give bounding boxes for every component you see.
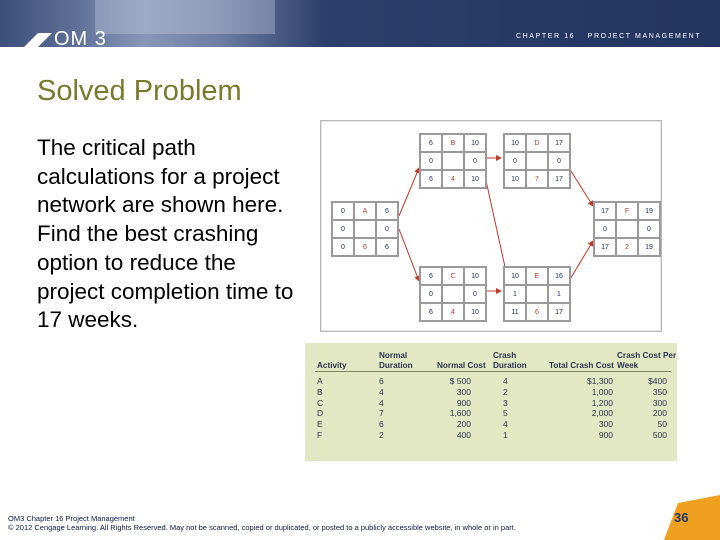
node-f: 17 F 19 0 0 17 2 19 [593, 201, 661, 257]
logo-text: OM 3 [54, 27, 107, 47]
section-label: PROJECT MANAGEMENT [587, 33, 702, 40]
chapter-label: CHAPTER 16 [516, 33, 576, 40]
header-crash-cost-per-week: Crash Cost Per Week [617, 351, 677, 370]
om3-logo [22, 28, 107, 47]
table-row: D 7 1,600 5 2,000 200 [317, 408, 667, 419]
project-network-diagram [320, 120, 662, 332]
crash-cost-table [305, 343, 677, 461]
header-bar [0, 0, 720, 47]
header-photo-highlight [95, 0, 275, 34]
slide-title: Solved Problem [37, 75, 242, 107]
footer-course-label: OM3 Chapter 16 Project Management [8, 514, 135, 523]
table-row: C 4 900 3 1,200 300 [317, 397, 667, 408]
node-e: 10 E 16 1 1 11 6 17 [503, 266, 571, 322]
node-d: 10 D 17 0 0 10 7 17 [503, 133, 571, 189]
header-normal-cost: Normal Cost [437, 361, 486, 370]
crash-cost-grid [305, 343, 677, 441]
logo-wing-icon [22, 29, 52, 47]
footer-copyright: © 2012 Cengage Learning. All Rights Reserved. May not be scanned, copied or duplicated, or posted to a publicly accessible website, in whole or in part. [8, 523, 516, 532]
page-number-badge [664, 495, 720, 540]
header-activity: Activity [317, 361, 347, 370]
page-number: 36 [674, 510, 689, 525]
header-total-crash-cost: Total Crash Cost [549, 361, 614, 370]
header-normal-duration: Normal Duration [379, 351, 413, 370]
node-b: 6 B 10 0 0 6 4 10 [419, 133, 487, 189]
table-row: F 2 400 1 900 500 [317, 429, 667, 440]
arrow-b-e [485, 176, 507, 276]
node-c: 6 C 10 0 0 6 4 10 [419, 266, 487, 322]
arrow-a-c [399, 229, 419, 281]
table-header-rule [315, 371, 671, 372]
table-row: A 6 $ 500 4 $1,300 $400 [317, 376, 667, 386]
arrow-e-f [569, 241, 593, 281]
arrow-d-f [569, 168, 593, 206]
node-a: 0 A 6 0 0 0 6 6 [331, 201, 399, 257]
header-crash-duration: Crash Duration [493, 351, 527, 370]
arrow-a-b [399, 168, 419, 216]
slide-footer [0, 495, 720, 540]
table-row: E 6 200 4 300 50 [317, 419, 667, 430]
slide-body-text: The critical path calculations for a project network are shown here. Find the best crashing option to reduce the project completion time to 17 weeks. [37, 135, 294, 333]
chapter-heading [516, 33, 710, 40]
table-row: B 4 300 2 1,000 350 [317, 386, 667, 397]
